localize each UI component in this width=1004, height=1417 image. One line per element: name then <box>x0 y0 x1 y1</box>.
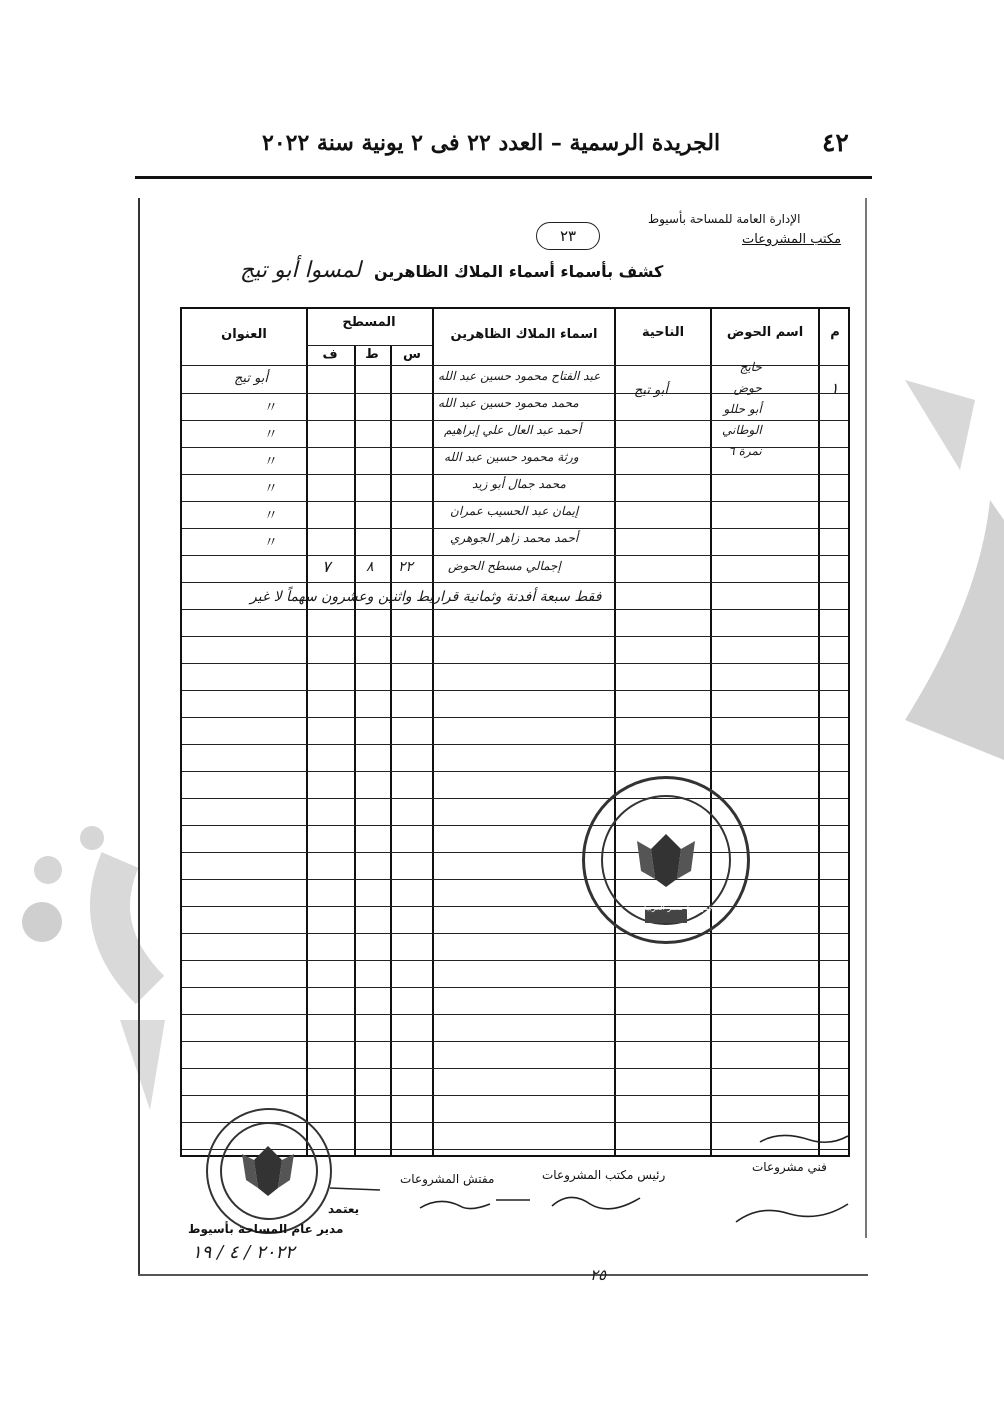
inspector-label: مفتش المشروعات <box>400 1172 495 1186</box>
gazette-title: الجريدة الرسمية – العدد ٢٢ فى ٢ يونية سنة ٢٠٢٢ <box>262 130 721 156</box>
header-district: الناحية <box>641 325 685 340</box>
col-divider <box>614 309 616 1155</box>
col-divider <box>390 345 392 1155</box>
table-row-line <box>182 1068 848 1069</box>
header-area-f: ف <box>322 347 338 362</box>
table-row-line <box>182 933 848 934</box>
owner-name: محمد جمال أبو زيد <box>472 477 566 491</box>
owner-name: أحمد عبد العال علي إبراهيم <box>444 423 582 437</box>
total-area-s: ٢٢ <box>398 559 414 575</box>
basin-line: نمرة ٦ <box>728 444 762 458</box>
basin-line: حوض <box>733 381 762 395</box>
basin-name <box>722 357 762 462</box>
header-basin: اسم الحوض <box>726 325 804 340</box>
basin-line: حايج <box>739 360 762 374</box>
col-divider <box>710 309 712 1155</box>
table-row-line <box>182 501 848 502</box>
director-seal <box>206 1108 332 1234</box>
owner-name: محمد محمود حسين عبد الله <box>438 396 579 410</box>
technician-label: فني مشروعات <box>752 1160 827 1174</box>
eagle-emblem-icon <box>585 779 747 941</box>
col-divider <box>306 309 308 1155</box>
total-label: إجمالي مسطح الحوض <box>448 559 561 573</box>
owner-name: عبد الفتاح محمود حسين عبد الله <box>438 369 601 383</box>
header-area-t: ط <box>365 347 379 362</box>
sheet-edge-left <box>138 198 140 1276</box>
sheet-edge-right <box>865 198 867 1238</box>
table-row-line <box>182 609 848 610</box>
total-area-t: ٨ <box>366 559 374 575</box>
eagle-emblem-icon <box>208 1110 328 1230</box>
header-divider <box>135 176 872 179</box>
table-row-line <box>182 825 848 826</box>
owner-name: أحمد محمد زاهر الجوهري <box>450 531 579 545</box>
table-row-line <box>182 879 848 880</box>
header-address: العنوان <box>221 327 267 342</box>
row-number: ١ <box>830 379 839 398</box>
col-divider <box>818 309 820 1155</box>
ditto-mark: 〃 <box>264 535 278 551</box>
table-row-line <box>182 636 848 637</box>
table-row-line <box>182 663 848 664</box>
page-badge: ٢٣ <box>536 222 600 250</box>
table-row-line <box>182 798 848 799</box>
table-row-line <box>182 960 848 961</box>
header-area: المسطح <box>342 315 396 330</box>
col-divider <box>354 345 356 1155</box>
col-divider <box>432 309 434 1155</box>
basin-line: أبو حللو <box>723 402 762 416</box>
header-area-s: س <box>403 347 421 362</box>
ditto-mark: 〃 <box>264 454 278 470</box>
table-row-line <box>182 474 848 475</box>
table-row-line <box>182 987 848 988</box>
table-row-line <box>182 528 848 529</box>
bottom-page-mark: ٢٥ <box>590 1266 607 1284</box>
district-value: أبو تيج <box>634 383 669 398</box>
ditto-mark: 〃 <box>264 508 278 524</box>
owners-table <box>180 307 850 1157</box>
table-row-line <box>182 1095 848 1096</box>
address-value: أبو تيج <box>234 371 269 386</box>
table-row-line <box>182 582 848 583</box>
total-area-f: ٧ <box>322 557 331 576</box>
org-name: الإدارة العامة للمساحة بأسيوط <box>648 212 801 226</box>
table-row-line <box>182 717 848 718</box>
official-seal <box>582 776 750 944</box>
ditto-mark: 〃 <box>264 481 278 497</box>
owner-name: ورثة محمود حسين عبد الله <box>444 450 579 464</box>
seal-text: جمهورية مصر العربية <box>643 903 714 912</box>
approve-label: يعتمد <box>328 1202 360 1216</box>
owner-name: إيمان عبد الحسيب عمران <box>450 504 579 518</box>
document-title: كشف بأسماء أسماء الملاك الظاهرين <box>374 262 664 281</box>
ditto-mark: 〃 <box>264 400 278 416</box>
header-owners: اسماء الملاك الظاهرين <box>450 327 598 342</box>
table-row-line <box>182 1014 848 1015</box>
table-row-line <box>182 1041 848 1042</box>
page-number: ٤٢ <box>822 128 849 157</box>
sheet-edge-bottom <box>138 1274 868 1276</box>
approval-date: ٢٠٢٢ / ٤ / ١٩ <box>192 1242 295 1263</box>
table-row-line <box>182 555 848 556</box>
closing-note: فقط سبعة أفدنة وثمانية قراريط واثنين وعشرون سهماً لا غير <box>250 589 602 605</box>
ditto-mark: 〃 <box>264 427 278 443</box>
table-row-line <box>182 744 848 745</box>
table-row-line <box>182 771 848 772</box>
header-no: م <box>830 325 840 340</box>
head-office-label: رئيس مكتب المشروعات <box>542 1168 666 1182</box>
director-label: مدير عام المساحة بأسيوط <box>188 1222 344 1236</box>
office-name: مكتب المشروعات <box>742 232 842 247</box>
title-handwritten: لمسوا أبو تيج <box>240 258 362 283</box>
table-row-line <box>182 906 848 907</box>
table-row-line <box>182 690 848 691</box>
basin-line: الوطاني <box>722 423 762 437</box>
